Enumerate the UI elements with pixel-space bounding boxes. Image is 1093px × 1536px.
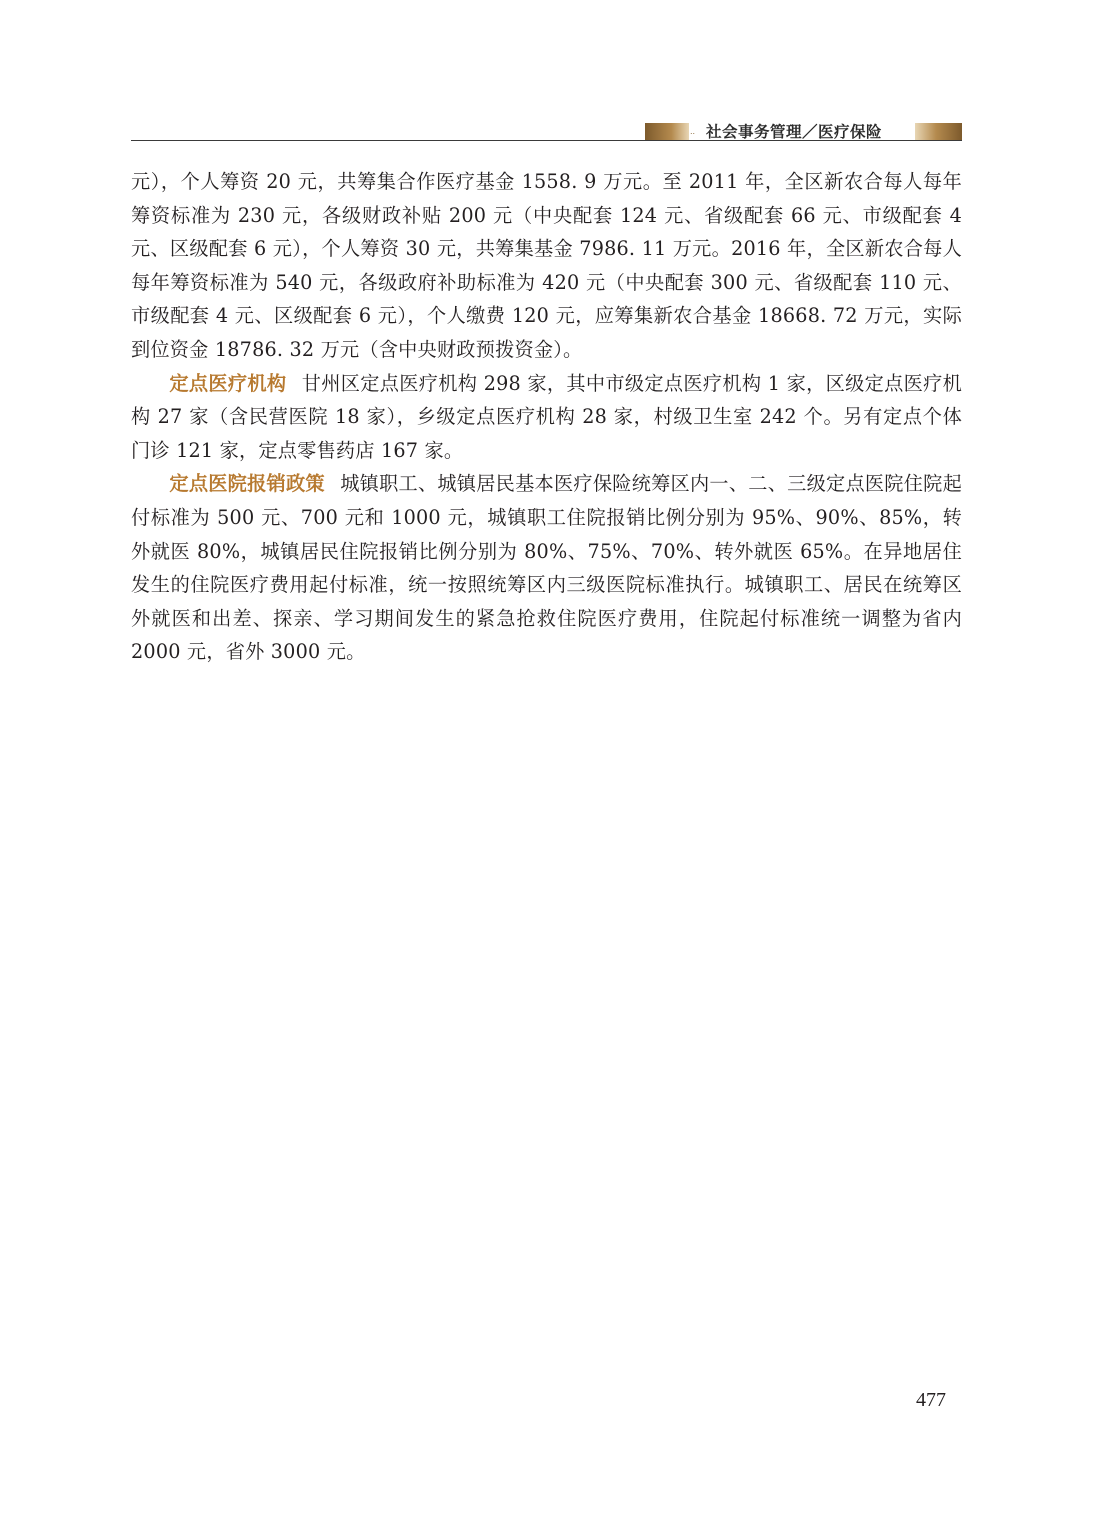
header-rule bbox=[131, 140, 962, 141]
paragraph-term: 定点医院报销政策 bbox=[169, 472, 325, 496]
paragraph-funding bbox=[131, 165, 962, 367]
paragraph-reimbursement-policy bbox=[131, 467, 962, 669]
header-decor-dots: .. bbox=[690, 127, 696, 136]
header-decor-bar-right bbox=[915, 123, 962, 140]
paragraph-designated-institutions bbox=[131, 367, 962, 468]
page-number: 477 bbox=[916, 1389, 946, 1411]
paragraph-term: 定点医疗机构 bbox=[169, 371, 287, 395]
body-text bbox=[131, 165, 962, 669]
header-decor-bar-left bbox=[645, 123, 689, 140]
running-header-title: 社会事务管理／医疗保险 bbox=[706, 123, 883, 141]
paragraph-text: 元），个人筹资 20 元，共筹集合作医疗基金 1558. 9 万元。至 2011 年，全区新农合每人每年筹资标准为 230 元，各级财政补贴 200 元（中央配套 124 元、省级配套 66 元、市级配套 4 元、区级配套 6 元），个人筹资 30 元，共筹集基金 7986. 11 万元。2016 年，全区新农合每人每年筹资标准为 540 元，各级政府补助标准为 420 元（中央配套 300 元、省级配套 110 元、市级配套 4 元、区级配套 6 元），个人缴费 120 元，应筹集新农合基金 18668. 72 万元，实际到位资金 18786. 32 万元（含中央财政预拨资金）。 bbox=[131, 170, 962, 361]
paragraph-text: 甘州区定点医疗机构 298 家，其中市级定点医疗机构 1 家，区级定点医疗机构 27 家（含民营医院 18 家），乡级定点医疗机构 28 家，村级卫生室 242 个。另有定点个体门诊 121 家，定点零售药店 167 家。 bbox=[131, 371, 962, 462]
paragraph-text: 城镇职工、城镇居民基本医疗保险统筹区内一、二、三级定点医院住院起付标准为 500 元、700 元和 1000 元，城镇职工住院报销比例分别为 95%、90%、85%，转外就医 80%，城镇居民住院报销比例分别为 80%、75%、70%、转外就医 65%。在异地居住发生的住院医疗费用起付标准，统一按照统筹区内三级医院标准执行。城镇职工、居民在统筹区外就医和出差、探亲、学习期间发生的紧急抢救住院医疗费用，住院起付标准统一调整为省内 2000 元，省外 3000 元。 bbox=[131, 472, 962, 664]
